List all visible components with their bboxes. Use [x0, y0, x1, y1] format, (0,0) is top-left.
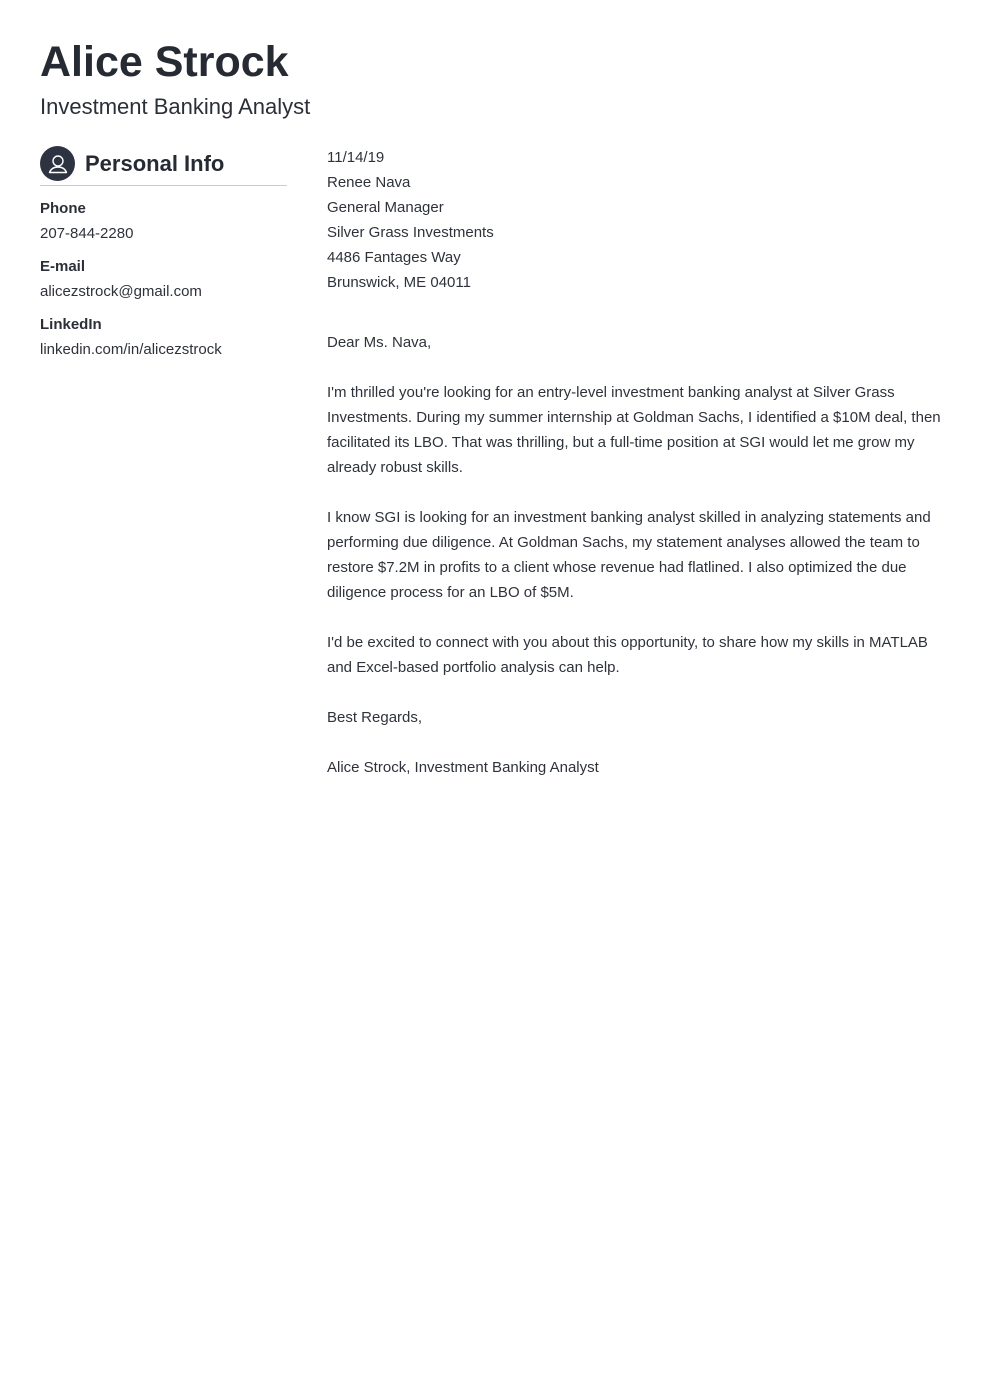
phone-value: 207-844-2280 — [40, 225, 134, 242]
linkedin-value: linkedin.com/in/alicezstrock — [40, 341, 222, 358]
recipient-company: Silver Grass Investments — [327, 224, 494, 241]
personal-info-header — [40, 146, 287, 186]
paragraph-3: I'd be excited to connect with you about this opportunity, to share how my skills in MATLAB and Excel-based portfolio analysis can help. — [327, 634, 928, 676]
personal-info-title: Personal Info — [85, 151, 225, 176]
applicant-name: Alice Strock — [40, 38, 289, 86]
paragraph-1: I'm thrilled you're looking for an entry-level investment banking analyst at Silver Grass Investments. During my summer internship at Goldman Sachs, I identified a $10M deal, then facilitated its LBO. That was thrilling, but a full-time position at SGI would let me grow my already robust skills. — [327, 384, 941, 476]
email-block — [40, 257, 287, 302]
phone-block — [40, 199, 287, 244]
recipient-name: Renee Nava — [327, 174, 411, 191]
recipient-address — [327, 170, 947, 295]
recipient-city: Brunswick, ME 04011 — [327, 274, 471, 291]
salutation: Dear Ms. Nava, — [327, 334, 432, 351]
email-label: E-mail — [40, 258, 86, 275]
resume-header — [40, 36, 310, 120]
email-value: alicezstrock@gmail.com — [40, 283, 202, 300]
closing: Best Regards, — [327, 709, 423, 726]
applicant-job-title: Investment Banking Analyst — [40, 94, 311, 119]
linkedin-label: LinkedIn — [40, 316, 102, 333]
phone-label: Phone — [40, 200, 86, 217]
signature: Alice Strock, Investment Banking Analyst — [327, 759, 599, 776]
paragraph-2: I know SGI is looking for an investment banking analyst skilled in analyzing statements and performing due diligence. At Goldman Sachs, my statement analyses allowed the team to restore $7.2M in profits to a client whose revenue had flatlined. I also optimized the due diligence process for an LBO of $5M. — [327, 509, 931, 601]
letter-date: 11/14/19 — [327, 149, 385, 166]
linkedin-block — [40, 315, 287, 360]
cover-letter-body — [327, 145, 947, 805]
recipient-position: General Manager — [327, 199, 444, 216]
sidebar — [40, 146, 287, 360]
user-icon — [40, 146, 75, 181]
recipient-street: 4486 Fantages Way — [327, 249, 461, 266]
